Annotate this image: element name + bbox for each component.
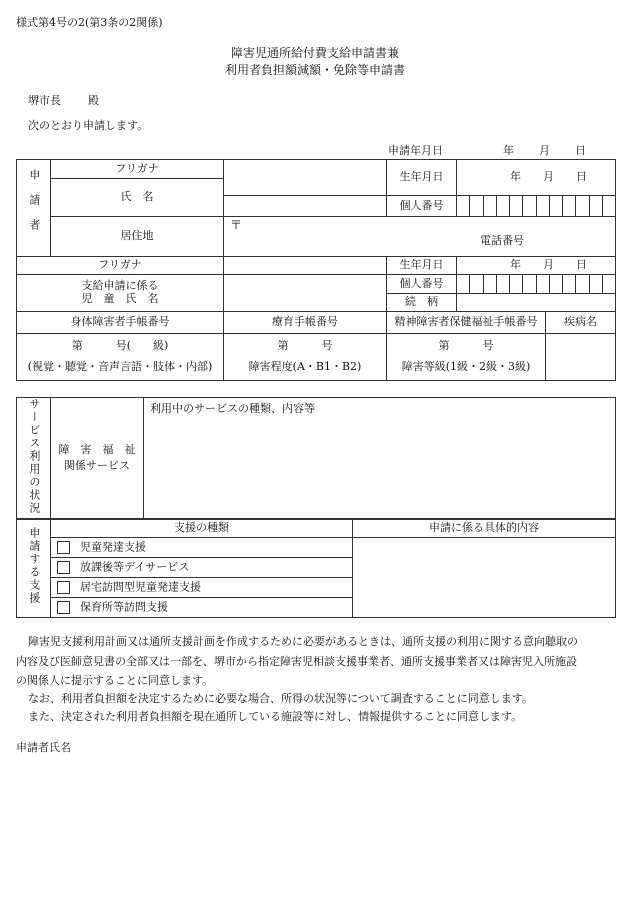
- checkbox-icon[interactable]: [57, 541, 70, 554]
- applicant-furigana-label: フリガナ: [51, 160, 224, 179]
- service-section-label: サービス利用の状況: [17, 398, 51, 520]
- child-furigana-field[interactable]: [224, 257, 387, 275]
- support-detail-field[interactable]: [353, 538, 616, 618]
- disease-field[interactable]: [546, 334, 616, 381]
- rehab-handbook-field[interactable]: 第 号 障害程度(A・B1・B2): [224, 334, 387, 381]
- date-label: 申請年月日: [388, 144, 443, 157]
- applicant-birth-field[interactable]: 年 月 日: [457, 160, 616, 196]
- applicant-mynumber-label: 個人番号: [387, 196, 457, 217]
- child-name-field[interactable]: [224, 275, 387, 312]
- phone-label: 電話番号: [480, 234, 525, 247]
- child-relation-field[interactable]: [457, 294, 616, 312]
- consent-p1-line1: 障害児支援利用計画又は通所支援計画を作成するために必要があるときは、通所支援の利用に関する意向聴取の: [28, 635, 578, 648]
- support-table: [16, 518, 616, 618]
- support-item-1[interactable]: 児童発達支援: [51, 538, 353, 558]
- support-section-label: 申請する支援: [17, 519, 51, 618]
- service-category: 障 害 福 祉 関係サービス: [51, 398, 144, 520]
- title-line-1: 障害児通所給付費支給申請書兼: [230, 46, 399, 60]
- child-furigana-label: フリガナ: [17, 257, 224, 275]
- form-number: 様式第4号の2(第3条の2関係): [16, 16, 163, 29]
- rehab-handbook-header: 療育手帳番号: [224, 312, 387, 334]
- postal-mark: 〒: [230, 218, 243, 232]
- child-mynumber-label: 個人番号: [387, 275, 457, 294]
- service-content-label: 利用中のサービスの種類、内容等: [150, 402, 315, 415]
- child-birth-field[interactable]: 年 月 日: [457, 257, 616, 275]
- service-content-field[interactable]: [144, 398, 616, 520]
- mental-handbook-field[interactable]: 第 号 障害等級(1級・2級・3級): [387, 334, 546, 381]
- title-line-2: 利用者負担額減額・免除等申請書: [224, 63, 405, 77]
- applicant-address-label: 居住地: [51, 217, 224, 257]
- consent-p2: なお、利用者負担額を決定するために必要な場合、所得の状況等について調査することに同意します。: [28, 692, 533, 705]
- physical-handbook-field[interactable]: 第 号( 級) (視覚・聴覚・音声言語・肢体・内部): [17, 334, 224, 381]
- support-type-header: 支援の種類: [51, 519, 353, 538]
- applicant-mynumber-field[interactable]: [457, 196, 616, 217]
- applicant-name-label: 氏 名: [51, 179, 224, 217]
- service-table: [16, 397, 616, 520]
- checkbox-icon[interactable]: [57, 601, 70, 614]
- support-item-3[interactable]: 居宅訪問型児童発達支援: [51, 578, 353, 598]
- mental-handbook-header: 精神障害者保健福祉手帳番号: [387, 312, 546, 334]
- child-name-label: 支給申請に係る 児 童 氏 名: [17, 275, 224, 312]
- consent-p1-line2: 内容及び医師意見書の全部又は一部を、堺市から指定障害児相談支援事業者、通所支援事業者又は障害児入所施設: [16, 655, 577, 668]
- disease-header: 疾病名: [546, 312, 616, 334]
- signature-label: 申請者氏名: [16, 741, 71, 754]
- checkbox-icon[interactable]: [57, 581, 70, 594]
- applicant-name-field[interactable]: [224, 196, 387, 217]
- honorific: 殿: [88, 94, 99, 107]
- addressee: 堺市長: [28, 94, 61, 107]
- support-detail-header: 申請に係る具体的内容: [353, 519, 616, 538]
- support-item-2[interactable]: 放課後等デイサービス: [51, 558, 353, 578]
- checkbox-icon[interactable]: [57, 561, 70, 574]
- physical-handbook-header: 身体障害者手帳番号: [17, 312, 224, 334]
- applicant-table: [16, 159, 616, 381]
- child-mynumber-field[interactable]: [457, 275, 616, 294]
- date-day: 日: [575, 144, 586, 157]
- consent-p1-line3: の関係人に提示することに同意します。: [16, 674, 214, 687]
- applicant-birth-label: 生年月日: [387, 160, 457, 196]
- applicant-furigana-field[interactable]: [224, 160, 387, 196]
- consent-p3: また、決定された利用者負担額を現在通所している施設等に対し、情報提供することに同意します。: [28, 710, 523, 723]
- date-month: 月: [539, 144, 550, 157]
- child-birth-label: 生年月日: [387, 257, 457, 275]
- intro-text: 次のとおり申請します。: [28, 119, 149, 132]
- child-relation-label: 続 柄: [387, 294, 457, 312]
- date-year: 年: [503, 144, 514, 157]
- applicant-address-field[interactable]: [224, 217, 616, 257]
- applicant-section-label: 申請者: [17, 160, 51, 257]
- support-item-4[interactable]: 保育所等訪問支援: [51, 598, 353, 618]
